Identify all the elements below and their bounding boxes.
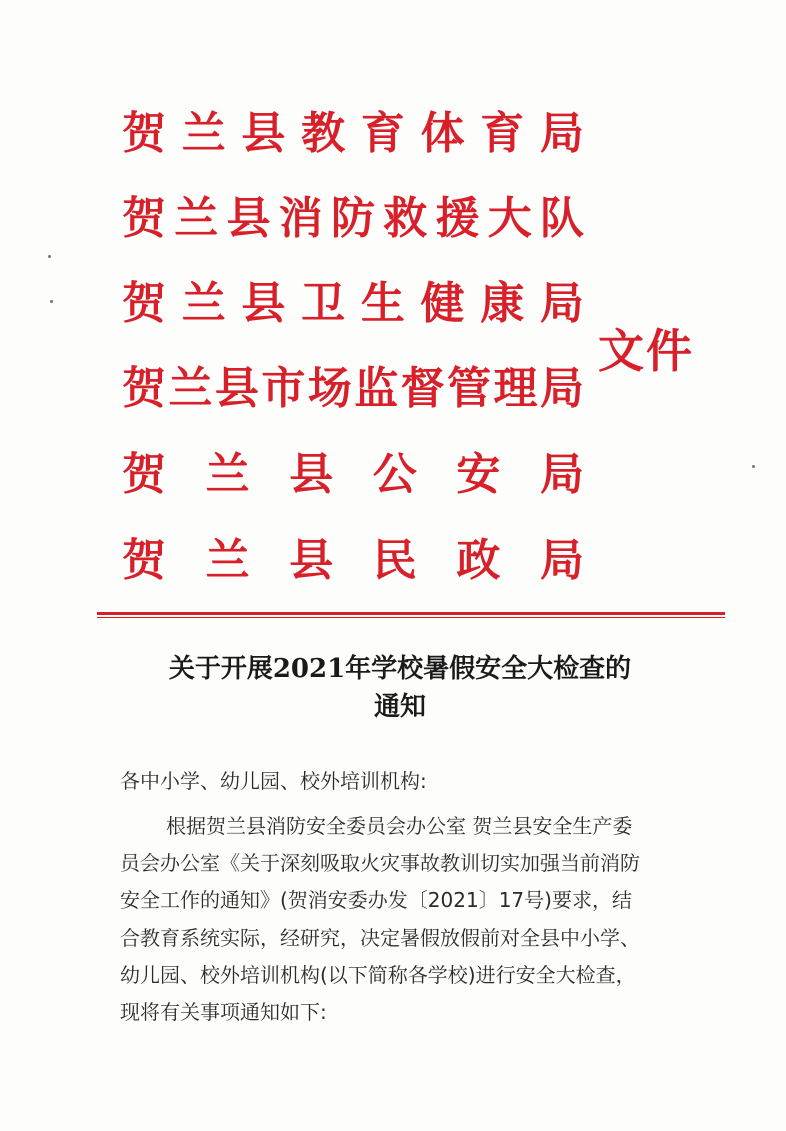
issuer-char: 督 bbox=[400, 363, 445, 414]
paragraph-line: 合教育系统实际，经研究，决定暑假放假前对全县中小学、 bbox=[120, 926, 640, 950]
issuer-char: 育 bbox=[480, 108, 525, 159]
paragraph-line: 幼儿园、校外培训机构(以下简称各学校)进行安全大检查， bbox=[120, 963, 636, 987]
issuer-char: 兰 bbox=[168, 363, 213, 414]
issuer-char: 民 bbox=[372, 535, 417, 586]
notice-title-line-2: 通知 bbox=[373, 692, 426, 722]
issuer-char: 政 bbox=[456, 535, 501, 586]
salutation: 各中小学、幼儿园、校外培训机构: bbox=[120, 769, 427, 793]
issuer-char: 县 bbox=[289, 449, 334, 500]
issuer-char: 贺 bbox=[122, 449, 166, 500]
issuer-char: 局 bbox=[539, 363, 584, 414]
issuer-char: 监 bbox=[354, 363, 399, 414]
issuer-line-6 bbox=[122, 535, 584, 586]
issuer-line-2 bbox=[122, 193, 584, 244]
issuer-char: 贺 bbox=[122, 193, 166, 244]
issuer-line-3 bbox=[122, 278, 584, 329]
issuer-char: 兰 bbox=[205, 449, 250, 500]
issuer-char: 安 bbox=[456, 449, 501, 500]
issuer-char: 贺 bbox=[122, 363, 166, 414]
issuer-char: 体 bbox=[420, 108, 465, 159]
issuer-char: 局 bbox=[539, 449, 584, 500]
issuer-char: 教 bbox=[301, 108, 346, 159]
issuer-char: 生 bbox=[360, 278, 405, 329]
scan-speck bbox=[752, 465, 755, 468]
notice-title-line-1: 关于开展2021年学校暑假安全大检查的 bbox=[168, 654, 632, 684]
issuer-char: 大 bbox=[487, 193, 532, 244]
scan-speck bbox=[48, 255, 51, 258]
issuer-char: 理 bbox=[493, 363, 538, 414]
paragraph-line: 根据贺兰县消防安全委员会办公室 贺兰县安全生产委 bbox=[166, 814, 633, 838]
paragraph-line: 安全工作的通知》(贺消安委办发〔2021〕17号)要求，结 bbox=[120, 888, 632, 912]
issuer-char: 贺 bbox=[122, 108, 166, 159]
issuer-char: 救 bbox=[383, 193, 428, 244]
issuer-char: 兰 bbox=[174, 193, 219, 244]
issuer-char: 贺 bbox=[122, 535, 166, 586]
paragraph-line: 现将有关事项通知如下: bbox=[120, 1000, 327, 1024]
issuer-char: 县 bbox=[289, 535, 334, 586]
issuer-char: 康 bbox=[480, 278, 525, 329]
issuer-char: 兰 bbox=[181, 108, 226, 159]
paragraph-line: 员会办公室《关于深刻吸取火灾事故教训切实加强当前消防 bbox=[120, 851, 640, 875]
issuer-line-4 bbox=[122, 363, 584, 414]
issuer-line-5 bbox=[122, 449, 584, 500]
red-separator-thin-line bbox=[97, 617, 725, 618]
issuer-char: 县 bbox=[241, 278, 286, 329]
issuer-char: 队 bbox=[540, 193, 584, 244]
issuer-char: 市 bbox=[261, 363, 306, 414]
issuer-char: 兰 bbox=[205, 535, 250, 586]
issuer-char: 援 bbox=[435, 193, 480, 244]
document-suffix-wenjian: 文件 bbox=[598, 324, 694, 378]
issuer-char: 场 bbox=[307, 363, 352, 414]
issuer-char: 健 bbox=[420, 278, 465, 329]
issuer-char: 育 bbox=[360, 108, 405, 159]
issuer-char: 局 bbox=[539, 278, 584, 329]
issuer-char: 局 bbox=[539, 535, 584, 586]
issuer-char: 县 bbox=[241, 108, 286, 159]
issuer-char: 县 bbox=[214, 363, 259, 414]
scan-speck bbox=[50, 300, 53, 303]
red-separator-line bbox=[97, 612, 725, 615]
issuer-char: 贺 bbox=[122, 278, 166, 329]
issuer-line-1 bbox=[122, 108, 584, 159]
issuer-char: 局 bbox=[539, 108, 584, 159]
issuer-char: 县 bbox=[226, 193, 271, 244]
issuer-char: 公 bbox=[372, 449, 417, 500]
issuer-char: 消 bbox=[278, 193, 323, 244]
issuer-char: 兰 bbox=[181, 278, 226, 329]
issuer-char: 管 bbox=[447, 363, 492, 414]
issuer-char: 防 bbox=[331, 193, 375, 244]
issuer-char: 卫 bbox=[301, 278, 346, 329]
